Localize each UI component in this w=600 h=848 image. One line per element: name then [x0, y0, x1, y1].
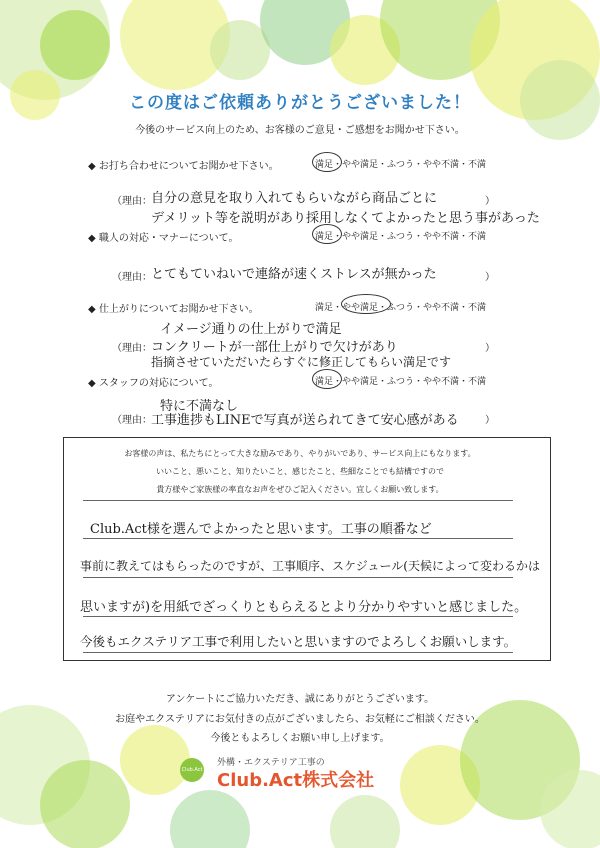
decor-bubble: [40, 760, 130, 848]
page-title: この度はご依頼ありがとうございました！: [129, 93, 471, 113]
voice-intro-1: お客様の声は、私たちにとって大きな励みであり、やりがいであり、サービス向上にもなります。: [124, 449, 476, 458]
voice-line-3: 思いますが)を用紙でざっくりともらえるとより分かりやすいと感じました。: [80, 600, 528, 615]
logo-company-name: Club.Act株式会社: [217, 770, 375, 791]
footer-line-3: 今後ともよろしくお願い申し上げます。: [210, 733, 390, 744]
reason-2-line-1: とてもていねいで連絡が速くストレスが無かった: [151, 267, 437, 282]
reason-close-4: ）: [485, 415, 495, 426]
footer-line-1: アンケートにご協力いただき、誠にありがとうございます。: [165, 694, 435, 705]
rating-scale-3: 満足・やや満足・ふつう・やや不満・不満: [315, 303, 487, 313]
selected-rating-1: [312, 152, 342, 172]
reason-3-line-1: イメージ通りの仕上がりで満足: [160, 322, 342, 337]
rating-scale-2: 満足・やや満足・ふつう・やや不満・不満: [315, 232, 487, 242]
reason-label-4: （理由：: [112, 415, 152, 426]
divider: [83, 652, 513, 653]
footer-line-2: お庭やエクステリアにお気付きの点がございましたら、お気軽にご相談ください。: [115, 714, 485, 725]
question-4: ◆ スタッフの対応について。: [88, 378, 219, 389]
reason-3-line-2: コンクリートが一部仕上がりで欠けがあり: [151, 340, 398, 355]
divider: [83, 538, 513, 539]
decor-bubble: [330, 795, 400, 848]
question-2-label: 職人の対応・マナーについて。: [98, 233, 239, 244]
page-subtitle: 今後のサービス向上のため、お客様のご意見・ご感想をお聞かせ下さい。: [135, 125, 465, 136]
question-3: ◆ 仕上がりについてお聞かせ下さい。: [88, 304, 259, 315]
divider: [83, 500, 513, 501]
selected-rating-4: [312, 369, 342, 389]
reason-close-2: ）: [485, 272, 495, 283]
reason-close-1: ）: [485, 196, 495, 207]
divider: [83, 577, 513, 578]
question-3-label: 仕上がりについてお聞かせ下さい。: [98, 304, 259, 315]
reason-4-line-2: 工事進捗もLINEで写真が送られてきて安心感がある: [151, 413, 459, 428]
voice-line-2: 事前に教えてはもらったのですが、工事順序、スケジュール(天候によって変わるかは: [80, 559, 540, 573]
reason-label-2: （理由：: [112, 272, 152, 283]
reason-3-line-3: 指摘させていただいたらすぐに修正してもらい満足です: [151, 355, 452, 369]
reason-1-line-2: デメリット等を説明があり採用しなくてよかったと思う事があった: [151, 211, 540, 226]
reason-4-line-1: 特に不満なし: [160, 399, 239, 414]
company-logo: [180, 752, 420, 790]
question-2: ◆ 職人の対応・マナーについて。: [88, 233, 239, 244]
reason-close-3: ）: [485, 343, 495, 354]
rating-scale-4: 満足・やや満足・ふつう・やや不満・不満: [315, 377, 487, 387]
voice-line-4: 今後もエクステリア工事で利用したいと思いますのでよろしくお願いします。: [80, 634, 517, 649]
selected-rating-2: [312, 224, 342, 244]
question-1: ◆ お打ち合わせについてお聞かせ下さい。: [88, 161, 279, 172]
voice-line-1: Club.Act様を選んでよかったと思います。工事の順番など: [90, 522, 432, 537]
divider: [83, 616, 513, 617]
reason-label-3: （理由：: [112, 343, 152, 354]
logo-mark-text: Club.Act: [181, 767, 203, 773]
question-1-label: お打ち合わせについてお聞かせ下さい。: [98, 161, 279, 172]
voice-intro-3: 貴方様やご家族様の率直なお声をぜひご記入ください。宜しくお願い致します。: [156, 485, 444, 494]
question-4-label: スタッフの対応について。: [98, 378, 219, 389]
reason-1-line-1: 自分の意見を取り入れてもらいながら商品ごとに: [151, 191, 438, 206]
decor-bubble: [40, 10, 110, 80]
reason-label-1: （理由：: [112, 196, 152, 207]
selected-rating-3: [341, 294, 391, 314]
logo-tagline: 外構・エクステリア工事の: [217, 758, 325, 768]
rating-scale-1: 満足・やや満足・ふつう・やや不満・不満: [315, 160, 487, 170]
voice-intro-2: いいこと、悪いこと、知りたいこと、感じたこと、些細なことでも結構ですので: [156, 467, 444, 476]
decor-bubble: [170, 790, 250, 848]
